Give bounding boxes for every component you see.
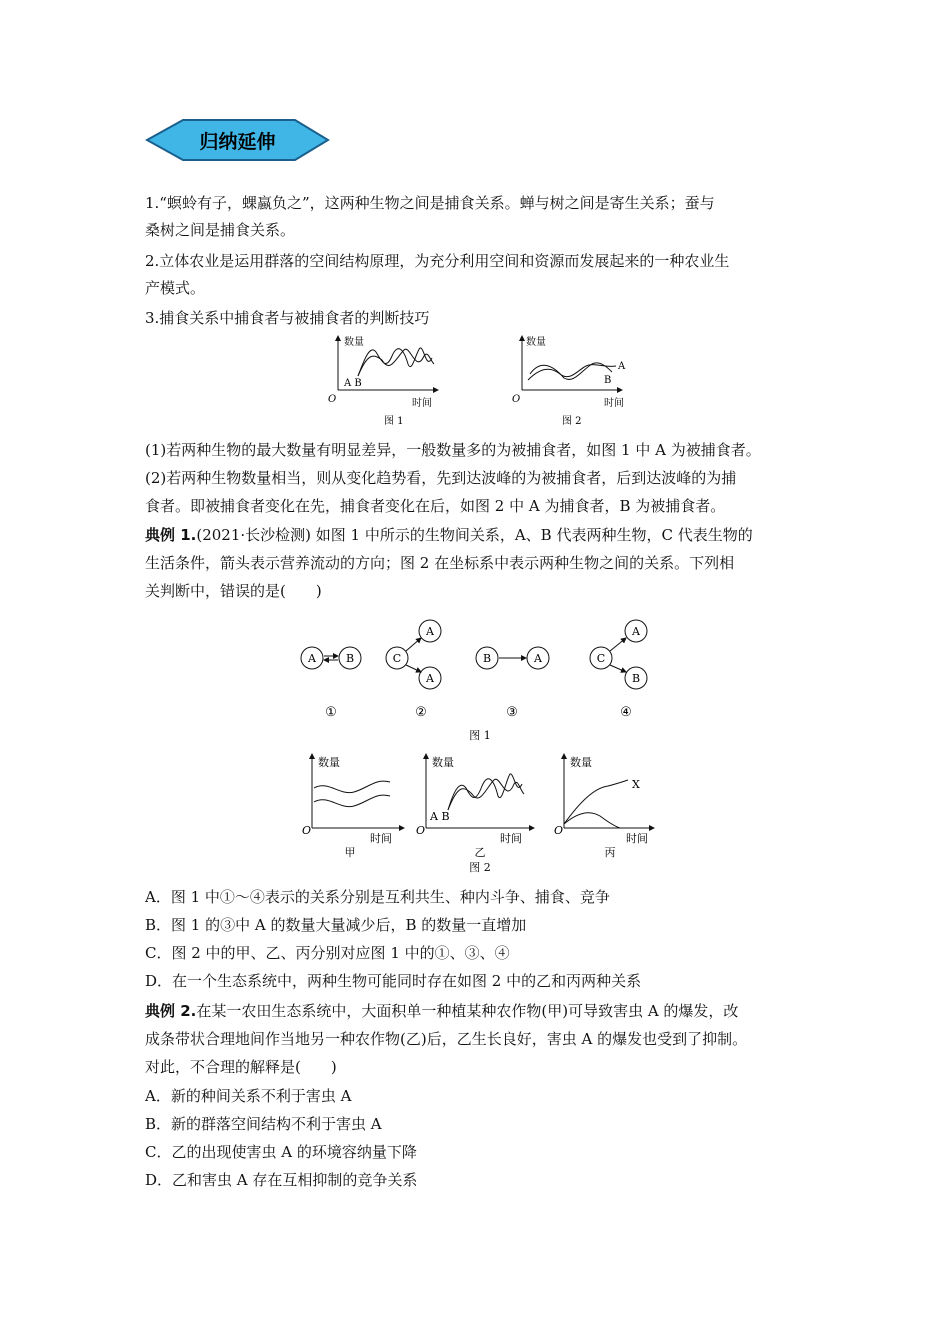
top-fig1-xlabel: 时间 bbox=[412, 398, 432, 409]
graph-jia bbox=[302, 754, 404, 859]
example1-fig1 bbox=[290, 615, 670, 745]
top-fig2-origin: O bbox=[512, 394, 521, 405]
example1-first-line bbox=[145, 525, 753, 545]
top-fig1-curve-b bbox=[358, 349, 434, 376]
graph-bing-ylabel: 数量 bbox=[570, 756, 592, 769]
diagram-3-node-b: B bbox=[482, 652, 492, 665]
explain-line-1: (1)若两种生物的最大数量有明显差异，一般数量多的为被捕食者，如图 1 中 A 为被捕食者。 bbox=[145, 441, 761, 459]
diagram-label-4: ④ bbox=[620, 705, 632, 720]
top-fig1-ab-label: A B bbox=[344, 378, 362, 389]
example1-option-b: B．图 1 的③中 A 的数量大量减少后，B 的数量一直增加 bbox=[145, 916, 527, 934]
explain-line-2: (2)若两种生物数量相当，则从变化趋势看，先到达波峰的为被捕食者，后到达波峰的为捕 bbox=[145, 469, 737, 487]
graph-yi-origin: O bbox=[416, 824, 426, 837]
top-fig2-caption: 图 2 bbox=[562, 416, 582, 427]
summary-line-4: 产模式。 bbox=[145, 279, 206, 297]
diagram-2-node-c: C bbox=[392, 652, 402, 665]
example1-option-c: C．图 2 中的甲、乙、丙分别对应图 1 中的①、③、④ bbox=[145, 944, 510, 962]
top-fig2-label-a: A bbox=[618, 361, 626, 372]
diagram-4-node-c: C bbox=[596, 652, 606, 665]
diagram-4-node-a: A bbox=[632, 625, 640, 638]
example1-line-1: (2021·长沙检测) 如图 1 中所示的生物间关系，A、B 代表两种生物，C 代表生物的 bbox=[196, 526, 753, 544]
graph-yi-ab-label: A B bbox=[430, 810, 450, 823]
example1-line-2: 生活条件，箭头表示营养流动的方向；图 2 在坐标系中表示两种生物之间的关系。下列相 bbox=[145, 554, 735, 572]
example2-option-b: B．新的群落空间结构不利于害虫 A bbox=[145, 1115, 382, 1133]
top-fig1-origin: O bbox=[328, 394, 337, 405]
top-fig2-xlabel: 时间 bbox=[604, 398, 624, 409]
example2-first-line bbox=[145, 1001, 738, 1021]
diagram-1-node-b: B bbox=[345, 652, 355, 665]
diagram-1 bbox=[301, 647, 361, 669]
diagram-4-node-b: B bbox=[631, 672, 641, 685]
diagram-2 bbox=[386, 620, 441, 689]
graph-bing bbox=[554, 754, 654, 859]
summary-line-5: 3.捕食关系中捕食者与被捕食者的判断技巧 bbox=[145, 309, 430, 327]
diagram-label-3: ③ bbox=[506, 705, 518, 720]
top-fig2-curve-a bbox=[528, 365, 616, 380]
example2-line-1: 在某一农田生态系统中，大面积单一种植某种农作物(甲)可导致害虫 A 的爆发，改 bbox=[196, 1002, 739, 1020]
example1-label: 典例 1. bbox=[145, 526, 197, 544]
summary-line-1: 1.“螟蛉有子，蜾蠃负之”，这两种生物之间是捕食关系。蝉与树之间是寄生关系；蚕与 bbox=[145, 194, 715, 212]
diagram-label-1: ① bbox=[325, 705, 337, 720]
summary-line-3: 2.立体农业是运用群落的空间结构原理，为充分利用空间和资源而发展起来的一种农业生 bbox=[145, 252, 730, 270]
diagram-2-node-a1: A bbox=[426, 625, 434, 638]
graph-yi-curve-b bbox=[448, 779, 524, 810]
graph-jia-xlabel: 时间 bbox=[370, 832, 392, 845]
top-fig1-ylabel: 数量 bbox=[344, 337, 364, 348]
top-fig1 bbox=[328, 335, 438, 409]
diagram-3-node-a: A bbox=[534, 652, 542, 665]
diagram-4 bbox=[590, 620, 647, 689]
top-fig1-curve-a bbox=[358, 348, 432, 376]
example1-option-a: A．图 1 中①～④表示的关系分别是互利共生、种内斗争、捕食、竞争 bbox=[145, 888, 610, 906]
example1-fig2 bbox=[298, 750, 668, 875]
top-fig1-caption: 图 1 bbox=[384, 416, 404, 427]
example1-line-3: 关判断中，错误的是( ) bbox=[145, 582, 322, 600]
graph-yi bbox=[416, 754, 534, 859]
example2-label: 典例 2. bbox=[145, 1002, 197, 1020]
graph-jia-curve-1 bbox=[314, 781, 390, 793]
top-fig2-label-b: B bbox=[604, 375, 612, 386]
graph-bing-xlabel: 时间 bbox=[626, 832, 648, 845]
example2-option-c: C．乙的出现使害虫 A 的环境容纳量下降 bbox=[145, 1143, 417, 1161]
example2-line-2: 成条带状合理地间作当地另一种农作物(乙)后，乙生长良好，害虫 A 的爆发也受到了抑制。 bbox=[145, 1030, 748, 1048]
graph-bing-origin: O bbox=[554, 824, 564, 837]
graph-jia-name: 甲 bbox=[344, 846, 356, 859]
graph-yi-xlabel: 时间 bbox=[500, 832, 522, 845]
graph-bing-name: 丙 bbox=[604, 846, 616, 859]
diagram-label-2: ② bbox=[415, 705, 427, 720]
example2-line-3: 对此，不合理的解释是( ) bbox=[145, 1058, 337, 1076]
section-banner bbox=[145, 118, 330, 162]
graph-bing-x-mark: X bbox=[632, 778, 640, 791]
top-fig2-ylabel: 数量 bbox=[526, 337, 546, 348]
graph-jia-origin: O bbox=[302, 824, 312, 837]
graph-yi-name: 乙 bbox=[474, 846, 486, 859]
top-fig2 bbox=[512, 335, 626, 409]
diagram-1-node-a: A bbox=[308, 652, 316, 665]
example1-fig2-caption: 图 2 bbox=[469, 861, 491, 874]
example2-option-d: D．乙和害虫 A 存在互相抑制的竞争关系 bbox=[145, 1171, 418, 1189]
example1-option-d: D．在一个生态系统中，两种生物可能同时存在如图 2 中的乙和丙两种关系 bbox=[145, 972, 642, 990]
example2-option-a: A．新的种间关系不利于害虫 A bbox=[145, 1087, 352, 1105]
explain-line-3: 食者。即被捕食者变化在先，捕食者变化在后，如图 2 中 A 为捕食者，B 为被捕食者。 bbox=[145, 497, 726, 515]
graph-yi-ylabel: 数量 bbox=[432, 756, 454, 769]
graph-bing-curve-other bbox=[564, 813, 620, 828]
banner-title: 归纳延伸 bbox=[199, 130, 276, 153]
graph-jia-curve-2 bbox=[314, 795, 390, 807]
top-figures bbox=[320, 330, 640, 430]
diagram-3 bbox=[476, 647, 549, 669]
graph-jia-ylabel: 数量 bbox=[318, 756, 340, 769]
summary-line-2: 桑树之间是捕食关系。 bbox=[145, 221, 296, 239]
example1-fig1-caption: 图 1 bbox=[469, 729, 491, 742]
diagram-2-node-a2: A bbox=[426, 672, 434, 685]
